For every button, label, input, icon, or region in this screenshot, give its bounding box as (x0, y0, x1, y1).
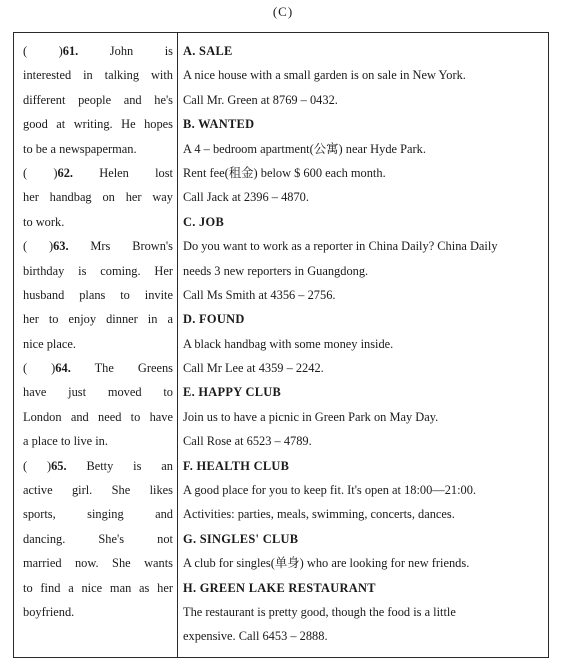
question-number: 63. (53, 239, 69, 254)
section-label: (C) (272, 4, 294, 19)
option-e-heading: E. HAPPY CLUB (183, 385, 282, 400)
option-line: Do you want to work as a reporter in China Daily? China Daily (183, 239, 498, 254)
answer-blank[interactable]: ( ) (23, 165, 58, 180)
question-number: 62. (57, 165, 73, 180)
option-d-heading: D. FOUND (183, 312, 245, 327)
question-65-first-line (23, 454, 173, 478)
question-line: have just moved to (23, 385, 173, 400)
option-line: A black handbag with some money inside. (183, 336, 394, 351)
question-line: boyfriend. (23, 604, 75, 619)
question-line: nice place. (23, 336, 76, 351)
option-line: Call Jack at 2396 – 4870. (183, 190, 309, 205)
question-line: good at writing. He hopes (23, 117, 173, 132)
question-line: husband plans to invite (23, 287, 173, 302)
question-text: The Greens (94, 361, 173, 376)
option-line: Call Ms Smith at 4356 – 2756. (183, 287, 336, 302)
option-line: expensive. Call 6453 – 2888. (183, 629, 328, 644)
answer-blank[interactable]: ( ) (23, 361, 56, 376)
option-line: Join us to have a picnic in Green Park on May Day. (183, 409, 439, 424)
column-divider (177, 32, 178, 658)
option-line: Activities: parties, meals, swimming, concerts, dances. (183, 507, 455, 522)
option-line: The restaurant is pretty good, though the food is a little (183, 604, 456, 619)
question-64-first-line (23, 356, 173, 380)
option-line: A 4 – bedroom apartment(公寓) near Hyde Park. (183, 141, 426, 156)
question-line: dancing. She's not (23, 531, 173, 546)
option-f-heading: F. HEALTH CLUB (183, 458, 290, 473)
option-line: A club for singles(单身) who are looking for new friends. (183, 556, 470, 571)
question-text: Mrs Brown's (90, 239, 173, 254)
answer-blank[interactable]: ( ) (23, 458, 52, 473)
question-number: 64. (55, 361, 71, 376)
option-h-heading: H. GREEN LAKE RESTAURANT (183, 580, 376, 595)
question-line: to work. (23, 214, 65, 229)
question-line: her to enjoy dinner in a (23, 312, 173, 327)
question-line: interested in talking with (23, 68, 173, 83)
option-line: A good place for you to keep fit. It's open at 18:00—21:00. (183, 483, 477, 498)
option-line: Call Mr Lee at 4359 – 2242. (183, 361, 324, 376)
question-number: 61. (62, 44, 79, 58)
question-line: active girl. She likes (23, 483, 173, 498)
question-line: sports, singing and (23, 507, 173, 522)
question-line: to be a newspaperman. (23, 141, 137, 156)
question-line: a place to live in. (23, 434, 108, 449)
question-text: Helen lost (99, 165, 173, 180)
question-61-first-line (23, 39, 173, 63)
question-column (23, 39, 173, 624)
question-line: different people and he's (23, 92, 173, 107)
answer-blank[interactable]: ( ) (23, 239, 54, 254)
question-line: to find a nice man as her (23, 580, 173, 595)
question-line: birthday is coming. Her (23, 263, 173, 278)
question-line: London and need to have (23, 409, 173, 424)
option-line: Call Mr. Green at 8769 – 0432. (183, 92, 338, 107)
option-a-heading: A. SALE (183, 44, 233, 58)
question-line: her handbag on her way (23, 190, 173, 205)
question-text: John is (109, 44, 173, 58)
option-b-heading: B. WANTED (183, 117, 255, 132)
option-line: Rent fee(租金) below $ 600 each month. (183, 165, 386, 180)
option-column (183, 39, 545, 649)
option-line: Call Rose at 6523 – 4789. (183, 434, 312, 449)
option-g-heading: G. SINGLES' CLUB (183, 531, 299, 546)
question-number: 65. (51, 458, 67, 473)
option-c-heading: C. JOB (183, 214, 225, 229)
question-62-first-line (23, 161, 173, 185)
question-line: married now. She wants (23, 556, 173, 571)
option-line: A nice house with a small garden is on sale in New York. (183, 68, 466, 83)
option-line: needs 3 new reporters in Guangdong. (183, 263, 369, 278)
question-63-first-line (23, 234, 173, 258)
answer-blank[interactable]: ( ) (23, 44, 63, 58)
question-text: Betty is an (86, 458, 173, 473)
